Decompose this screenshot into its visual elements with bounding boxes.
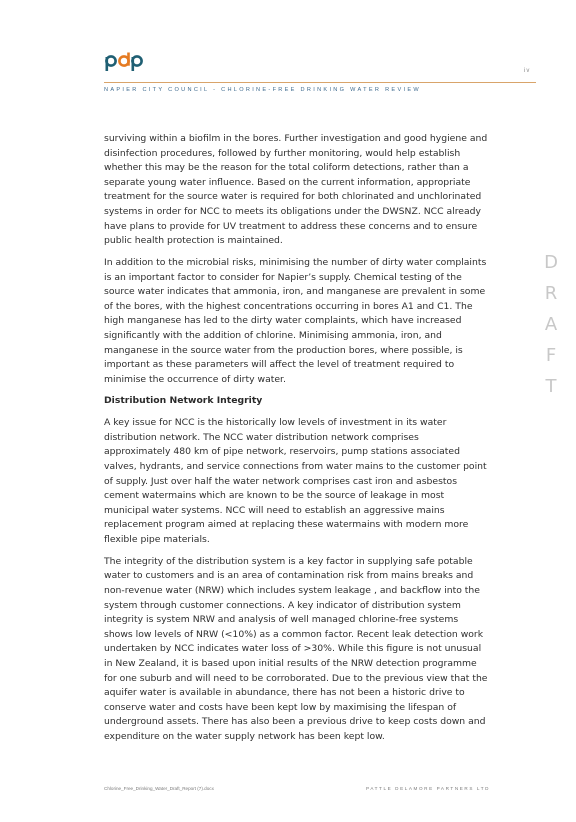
pdp-logo	[104, 52, 144, 74]
header-divider	[104, 82, 536, 83]
body-paragraph: A key issue for NCC is the historically low levels of investment in its water distribution network. The NCC water distribution network comprises approximately 480 km of pipe network, reservoirs, pump stations associated valves, hydrants, and service connections from water mains to the customer point of supply. Just over half the water network comprises cast iron and asbestos cement watermains which are known to be the source of leakage in most municipal water systems. NCC will need to establish an aggressive mains replacement program aimed at replacing these watermains with modern more flexible pipe materials.	[104, 417, 487, 545]
body-paragraph: surviving within a biofilm in the bores. Further investigation and good hygiene and disinfection procedures, followed by further monitoring, would help establish whether this may be the reason for the total coliform detections, rather than a separate young water influence. Based on the current information, appropriate treatment for the source water is required for both chlorinated and unchlorinated systems in order for NCC to meets its obligations under the DWSNZ. NCC already have plans to provide for UV treatment to address these concerns and to ensure public health protection is maintained.	[104, 133, 488, 247]
footer-company: PATTLE DELAMORE PARTNERS LTD	[366, 786, 491, 791]
body-paragraph: The integrity of the distribution system is a key factor in supplying safe potable water to customers and is an area of contamination risk from mains breaks and non-revenue water (NRW) which includes system leakage , and backflow into the system through customer connections. A key indicator of distribution system integrity is system NRW and analysis of well managed chlorine-free systems shows low levels of NRW (<10%) as a common factor. Recent leak detection work undertaken by NCC indicates water loss of >30%. While this figure is not unusual in New Zealand, it is based upon initial results of the NRW detection programme for one suburb and will need to be corroborated. Due to the previous view that the aquifer water is available in abundance, there has not been a historic drive to conserve water and costs have been kept low by maximising the lifespan of underground assets. There has also been a previous drive to keep costs down and expenditure on the water supply network has been kept low.	[104, 555, 488, 742]
watermark-letter: D	[544, 252, 558, 273]
footer-filename: Chlorine_Free_Drinking_Water_Draft_Report (7).docx	[104, 786, 214, 791]
watermark-letter: A	[544, 314, 558, 335]
section-heading: Distribution Network Integrity	[104, 395, 263, 407]
running-header: NAPIER CITY COUNCIL - CHLORINE-FREE DRINKING WATER REVIEW	[104, 87, 421, 93]
page-number: iv	[524, 68, 531, 74]
watermark-letter: F	[545, 345, 557, 366]
document-body	[104, 132, 488, 752]
body-paragraph: In addition to the microbial risks, minimising the number of dirty water complaints is an important factor to consider for Napier’s supply. Chemical testing of the source water indicates that ammonia, iron, and manganese are prevalent in some of the bores, with the highest concentrations occurring in bores A1 and C1. The high manganese has led to the dirty water complaints, which have increased significantly with the addition of chlorine. Minimising ammonia, iron, and manganese in the source water from the production bores, where possible, is important as these parameters will affect the level of treatment required to minimise the occurrence of dirty water.	[104, 256, 487, 385]
watermark-letter: R	[544, 283, 558, 304]
watermark-letter: T	[545, 376, 557, 397]
draft-watermark	[538, 252, 564, 407]
